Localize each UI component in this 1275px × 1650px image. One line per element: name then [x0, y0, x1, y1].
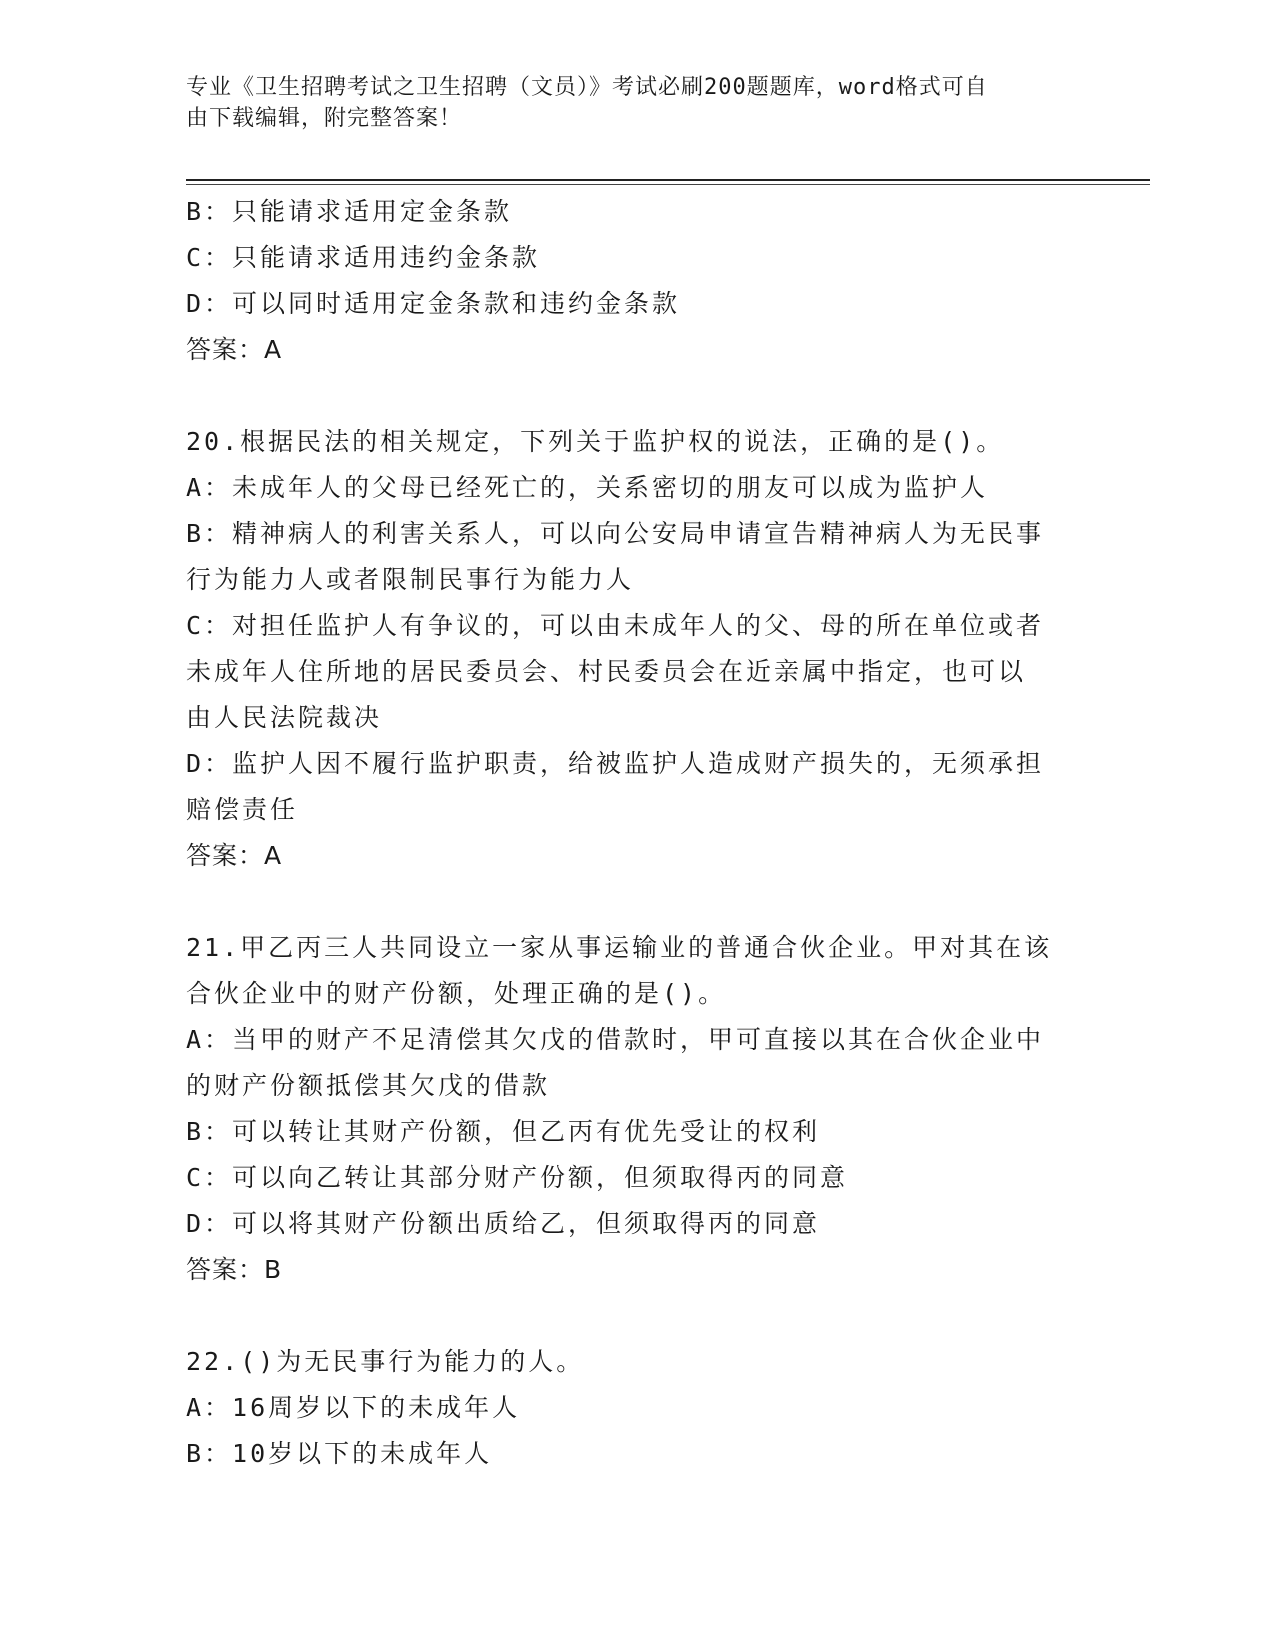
option-d-line-2: 赔偿责任	[186, 795, 299, 824]
question-21	[186, 925, 1071, 1293]
option-c: C：可以向乙转让其部分财产份额，但须取得丙的同意	[186, 1163, 849, 1192]
header-divider-thick	[186, 179, 1150, 181]
option-b	[186, 511, 1071, 603]
option-d-line-1: D：监护人因不履行监护职责，给被监护人造成财产损失的，无须承担	[186, 749, 1045, 778]
option-b: B：只能请求适用定金条款	[186, 197, 513, 226]
document-header	[186, 72, 1076, 134]
option-d: D：可以同时适用定金条款和违约金条款	[186, 289, 681, 318]
option-b: B：可以转让其财产份额，但乙丙有优先受让的权利	[186, 1117, 821, 1146]
option-b: B：10岁以下的未成年人	[186, 1439, 493, 1468]
option-c: C：只能请求适用违约金条款	[186, 243, 541, 272]
option-c-line-3: 由人民法院裁决	[186, 703, 383, 732]
spacer	[186, 373, 1071, 419]
option-d	[186, 741, 1071, 833]
question-stem: 20.根据民法的相关规定，下列关于监护权的说法，正确的是()。	[186, 427, 1005, 456]
question-19-tail	[186, 189, 1071, 373]
option-b-line-1: B：精神病人的利害关系人，可以向公安局申请宣告精神病人为无民事	[186, 519, 1045, 548]
option-c	[186, 603, 1071, 741]
option-a	[186, 1017, 1071, 1109]
answer-line: 答案：B	[186, 1255, 283, 1284]
option-d: D：可以将其财产份额出质给乙，但须取得丙的同意	[186, 1209, 821, 1238]
header-line-2: 由下载编辑，附完整答案！	[186, 106, 463, 131]
header-line-1: 专业《卫生招聘考试之卫生招聘（文员）》考试必刷200题题库，word格式可自	[186, 75, 988, 100]
question-22	[186, 1339, 1071, 1477]
spacer	[186, 879, 1071, 925]
option-c-line-1: C：对担任监护人有争议的，可以由未成年人的父、母的所在单位或者	[186, 611, 1045, 640]
spacer	[186, 1293, 1071, 1339]
question-20	[186, 419, 1071, 879]
question-stem-line-2: 合伙企业中的财产份额，处理正确的是()。	[186, 979, 727, 1008]
document-body	[186, 189, 1071, 1477]
option-a: A：未成年人的父母已经死亡的，关系密切的朋友可以成为监护人	[186, 473, 989, 502]
option-c-line-2: 未成年人住所地的居民委员会、村民委员会在近亲属中指定，也可以	[186, 657, 1027, 686]
answer-line: 答案：A	[186, 335, 283, 364]
option-a-line-2: 的财产份额抵偿其欠戊的借款	[186, 1071, 551, 1100]
answer-line: 答案：A	[186, 841, 283, 870]
option-b-line-2: 行为能力人或者限制民事行为能力人	[186, 565, 635, 594]
option-a-line-1: A：当甲的财产不足清偿其欠戊的借款时，甲可直接以其在合伙企业中	[186, 1025, 1045, 1054]
question-stem-line-1: 21.甲乙丙三人共同设立一家从事运输业的普通合伙企业。甲对其在该	[186, 933, 1053, 962]
header-divider-thin	[186, 184, 1150, 185]
question-stem: 22.()为无民事行为能力的人。	[186, 1347, 585, 1376]
option-a: A：16周岁以下的未成年人	[186, 1393, 521, 1422]
